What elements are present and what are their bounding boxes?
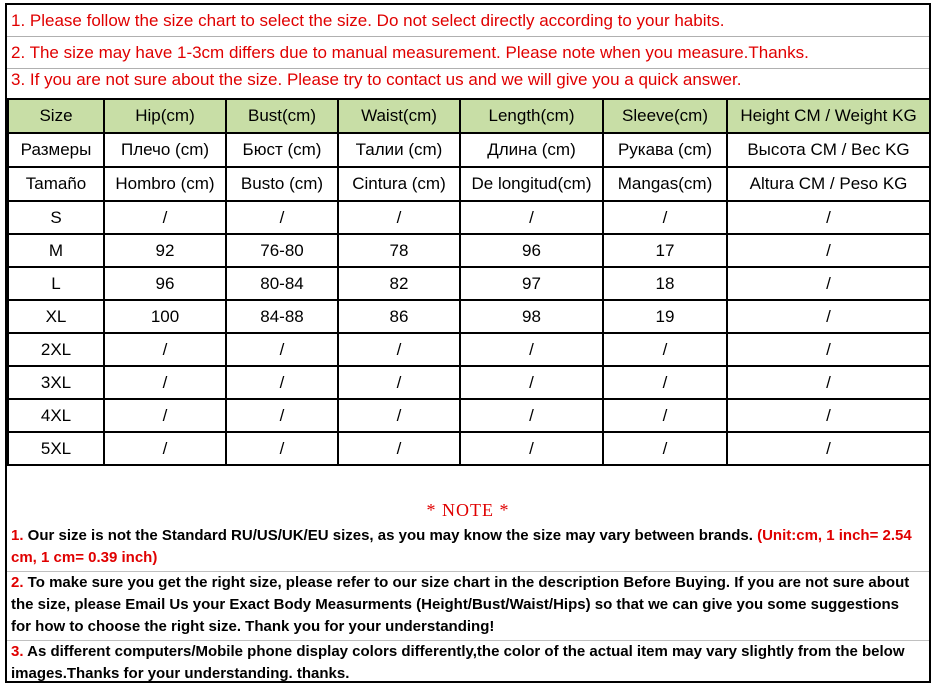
table-cell: / (104, 333, 226, 366)
table-row (8, 333, 930, 366)
table-cell: 92 (104, 234, 226, 267)
table-cell: / (727, 267, 930, 300)
table-cell: Hip(cm) (104, 99, 226, 133)
table-cell: 96 (104, 267, 226, 300)
table-row (8, 300, 930, 333)
table-cell: / (603, 432, 727, 465)
size-chart-frame (5, 3, 931, 683)
table-cell: 17 (603, 234, 727, 267)
note-number: 2. (11, 574, 24, 591)
table-cell: Bust(cm) (226, 99, 338, 133)
table-row (8, 267, 930, 300)
table-cell: Бюст (cm) (226, 133, 338, 167)
table-cell: / (727, 432, 930, 465)
size-label: 4XL (8, 399, 104, 432)
table-cell: / (460, 201, 603, 234)
table-cell: Mangas(cm) (603, 167, 727, 201)
table-row (8, 399, 930, 432)
note-number: 3. (11, 643, 24, 660)
table-cell: / (226, 201, 338, 234)
table-cell: Height CM / Weight KG (727, 99, 930, 133)
table-cell: Hombro (cm) (104, 167, 226, 201)
table-cell: / (603, 201, 727, 234)
table-cell: Плечо (cm) (104, 133, 226, 167)
size-label: 5XL (8, 432, 104, 465)
note-text: As different computers/Mobile phone display colors differently,the color of the actual item may vary slightly from the below images.Thanks for your understanding. thanks. (11, 643, 905, 682)
size-label: L (8, 267, 104, 300)
table-cell: / (727, 300, 930, 333)
table-cell: 98 (460, 300, 603, 333)
table-cell: / (460, 432, 603, 465)
top-notes (7, 5, 929, 97)
table-cell: Рукава (cm) (603, 133, 727, 167)
table-cell: 84-88 (226, 300, 338, 333)
table-cell: / (338, 432, 460, 465)
table-cell: 76-80 (226, 234, 338, 267)
table-cell: 18 (603, 267, 727, 300)
table-cell: 82 (338, 267, 460, 300)
note-item-3 (7, 640, 929, 687)
size-label: 3XL (8, 366, 104, 399)
size-label: M (8, 234, 104, 267)
unit-conversion: (Unit:cm, 1 inch= 2.54 cm, 1 cm= 0.39 inch) (11, 527, 912, 566)
note-text: Our size is not the Standard RU/US/UK/EU sizes, as you may know the size may vary between brands. (23, 527, 758, 544)
table-cell: / (727, 333, 930, 366)
table-cell: / (727, 399, 930, 432)
table-cell: 80-84 (226, 267, 338, 300)
table-cell: 97 (460, 267, 603, 300)
table-cell: / (338, 399, 460, 432)
table-cell: / (603, 399, 727, 432)
table-cell: / (338, 366, 460, 399)
table-cell: 78 (338, 234, 460, 267)
table-spanish-row (8, 167, 930, 201)
table-cell: / (460, 399, 603, 432)
table-cell: / (104, 399, 226, 432)
table-cell: / (338, 201, 460, 234)
table-row (8, 234, 930, 267)
table-cell: Altura CM / Peso KG (727, 167, 930, 201)
table-row (8, 432, 930, 465)
table-cell: 19 (603, 300, 727, 333)
note-number: 1. (11, 527, 24, 544)
table-cell: / (338, 333, 460, 366)
table-cell: / (727, 366, 930, 399)
table-row (8, 366, 930, 399)
size-table (7, 98, 931, 466)
size-label: 2XL (8, 333, 104, 366)
table-cell: Tamaño (8, 167, 104, 201)
table-cell: Length(cm) (460, 99, 603, 133)
table-cell: 86 (338, 300, 460, 333)
top-note-2: 2. The size may have 1-3cm differs due to manual measurement. Please note when you measure.Thanks. (7, 37, 929, 69)
table-cell: / (104, 432, 226, 465)
note-text: To make sure you get the right size, please refer to our size chart in the description Before Buying. If you are not sure about the size, please Email Us your Exact Body Measurments (Height/Bust/Waist/Hips) so that we can give you some suggestions for how to choose the right size. Thank you for your understanding! (11, 574, 910, 635)
table-cell: Waist(cm) (338, 99, 460, 133)
table-cell: / (226, 399, 338, 432)
table-cell: / (104, 366, 226, 399)
table-cell: / (104, 201, 226, 234)
table-cell: Busto (cm) (226, 167, 338, 201)
size-label: S (8, 201, 104, 234)
notes-section (7, 493, 929, 687)
table-cell: Размеры (8, 133, 104, 167)
table-cell: De longitud(cm) (460, 167, 603, 201)
table-cell: / (226, 366, 338, 399)
table-cell: / (460, 333, 603, 366)
table-header-row (8, 99, 930, 133)
table-cell: / (727, 201, 930, 234)
table-cell: / (727, 234, 930, 267)
table-cell: Cintura (cm) (338, 167, 460, 201)
table-cell: Талии (cm) (338, 133, 460, 167)
table-cell: / (226, 333, 338, 366)
table-cell: / (603, 333, 727, 366)
table-cell: / (460, 366, 603, 399)
table-cell: Sleeve(cm) (603, 99, 727, 133)
table-row (8, 201, 930, 234)
table-cell: / (603, 366, 727, 399)
size-label: XL (8, 300, 104, 333)
note-title: * NOTE * (426, 500, 510, 520)
table-cell: Size (8, 99, 104, 133)
note-item-1 (7, 525, 929, 571)
table-cell: 100 (104, 300, 226, 333)
table-cell: / (226, 432, 338, 465)
top-note-1: 1. Please follow the size chart to select the size. Do not select directly according to your habits. (7, 5, 929, 37)
table-cell: Высота CM / Вес KG (727, 133, 930, 167)
table-russian-row (8, 133, 930, 167)
table-cell: 96 (460, 234, 603, 267)
note-item-2 (7, 571, 929, 640)
table-cell: Длина (cm) (460, 133, 603, 167)
top-note-3: 3. If you are not sure about the size. Please try to contact us and we will give you a quick answer. (11, 70, 742, 89)
